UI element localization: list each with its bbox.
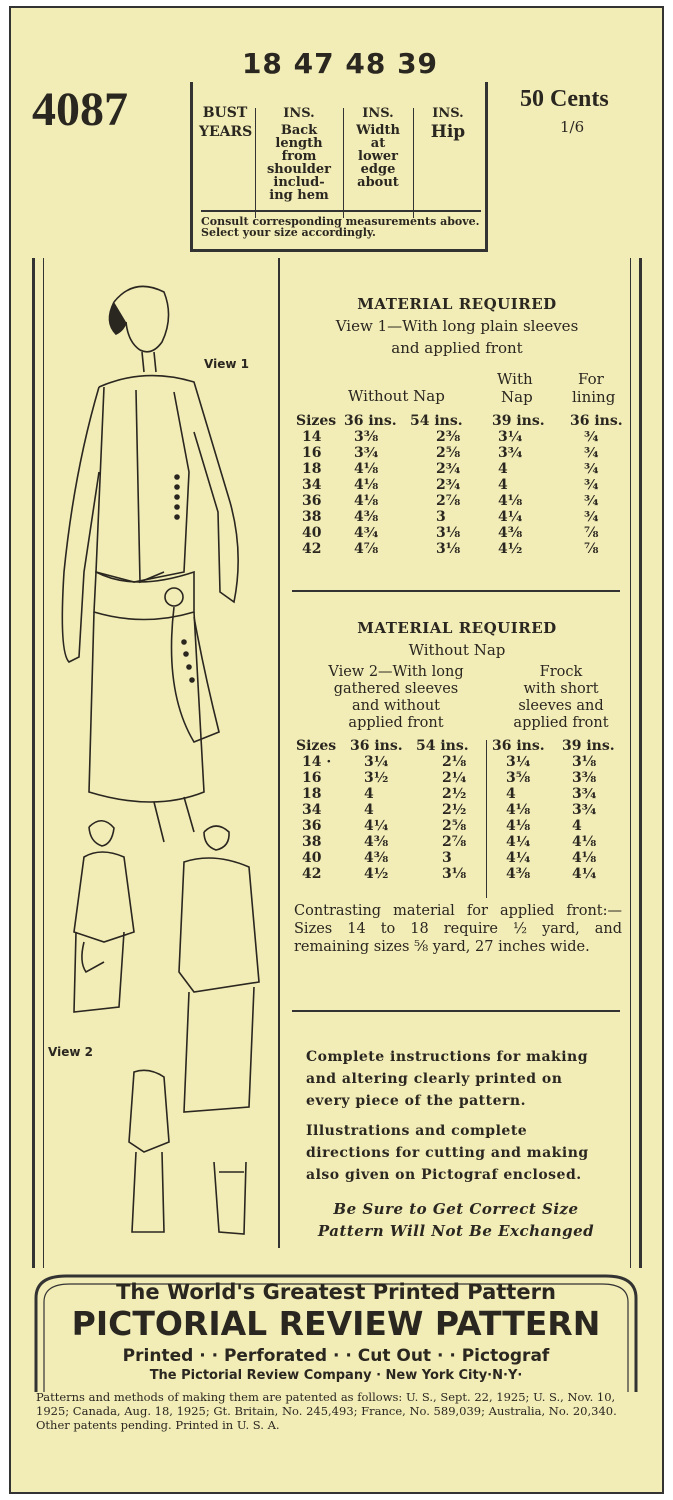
banner-brand: PICTORIAL REVIEW PATTERN <box>71 1304 601 1343</box>
banner-features: Printed · · Perforated · · Cut Out · · Pictograf <box>122 1346 550 1366</box>
view2-head-icon <box>89 821 114 846</box>
banner-company: The Pictorial Review Company · New York City·N·Y· <box>149 1368 523 1383</box>
banner-tagline: The World's Greatest Printed Pattern <box>116 1280 556 1304</box>
material1-subtitle-line1: View 1—With long plain sleeves <box>335 317 579 335</box>
material2-subtitle: Without Nap <box>408 641 506 659</box>
measure-col-hip: INS. Hip <box>430 106 466 142</box>
table-row: 18 4 2½ 4 3¾ <box>302 786 597 802</box>
column-divider <box>278 258 280 1248</box>
table-row: 34 4⅛ 2¾ 4 ¾ <box>302 477 599 493</box>
table-row: 16 3½ 2¼ 3⅝ 3⅜ <box>302 770 597 786</box>
table-row: 18 4⅛ 2¾ 4 ¾ <box>302 461 599 477</box>
table-row: 16 3¾ 2⅝ 3¾ ¾ <box>302 445 599 461</box>
exchange-note-1: Be Sure to Get Correct Size <box>333 1200 579 1218</box>
measure-col-back-length: INS. Back length from shoulder includ-ing hem <box>266 106 332 203</box>
table-row: 38 4⅜ 3 4¼ ¾ <box>302 509 599 525</box>
pattern-number: 4087 <box>32 83 128 136</box>
size-values: 18 47 48 39 <box>241 47 439 80</box>
consult-note: Consult corresponding measurements above. Select your size accordingly. <box>201 210 481 238</box>
table-row: 40 4⅜ 3 4¼ 4⅛ <box>302 850 597 866</box>
section-divider <box>292 1010 620 1012</box>
price-alt: 1/6 <box>560 118 585 136</box>
material1-head-lining-1: For <box>578 370 604 388</box>
table-row: 40 4¾ 3⅛ 4⅜ ⅞ <box>302 525 599 541</box>
exchange-note-2: Pattern Will Not Be Exchanged <box>317 1222 595 1240</box>
section-divider <box>292 590 620 592</box>
table-row: 14 3⅜ 2⅜ 3¼ ¾ <box>302 429 599 445</box>
instructions-2: Illustrations and complete directions for cutting and making also given on Pictograf enclosed. <box>306 1123 589 1183</box>
material2-note: Contrasting material for applied front:—Sizes 14 to 18 require ½ yard, and remaining sizes ⅝ yard, 27 inches wide. <box>294 903 622 955</box>
material1-head-lining-2: lining <box>572 388 616 406</box>
view1-label: View 1 <box>204 357 249 371</box>
material1-table <box>296 413 626 557</box>
measure-col-width: INS. Width at lower edge about <box>356 106 400 190</box>
instructions-1: Complete instructions for making and altering clearly printed on every piece of the pattern. <box>306 1049 589 1109</box>
material1-unit-row: Sizes 36 ins. 54 ins. 39 ins. 36 ins. <box>296 413 623 429</box>
measurement-table <box>190 82 488 252</box>
table-row: 42 4⅞ 3⅛ 4½ ⅞ <box>302 541 599 557</box>
material1-title: MATERIAL REQUIRED <box>357 295 557 313</box>
table-row: 36 4⅛ 2⅞ 4⅛ ¾ <box>302 493 599 509</box>
material1-subtitle-line2: and applied front <box>391 339 523 357</box>
brand-banner <box>26 1268 646 1396</box>
table-row: 42 4½ 3⅛ 4⅜ 4¼ <box>302 866 597 882</box>
material1-head-with-nap-2: Nap <box>501 388 533 406</box>
material2-left-head: View 2—With long gathered sleeves and without applied front <box>328 664 464 731</box>
table-row: 14 · 3¼ 2⅛ 3¼ 3⅛ <box>302 754 597 770</box>
material2-title: MATERIAL REQUIRED <box>357 619 557 637</box>
price: 50 Cents <box>520 86 609 112</box>
dress-illustration <box>44 272 276 1262</box>
patents-note: Patterns and methods of making them are patented as follows: U. S., Sept. 22, 1925; U. S., Nov. 10, 1925; Canada, Aug. 18, 1925; Gt. Britain, No. 245,493; France, No. 589,039; Australia, No. 20,340. Other patents pending. Printed in U. S. A. <box>36 1390 617 1432</box>
view2-label: View 2 <box>48 1045 93 1059</box>
table-row: 36 4¼ 2⅝ 4⅛ 4 <box>302 818 582 834</box>
material1-head-without-nap: Without Nap <box>348 387 445 405</box>
measure-col-bust: BUST YEARS <box>199 105 253 140</box>
material1-head-with-nap-1: With <box>497 370 533 388</box>
table-row: 34 4 2½ 4⅛ 3¾ <box>302 802 597 818</box>
material2-right-head: Frock with short sleeves and applied front <box>513 664 609 731</box>
material2-table <box>296 738 626 882</box>
table-row: 38 4⅜ 2⅞ 4¼ 4⅛ <box>302 834 597 850</box>
material2-unit-row: Sizes 36 ins. 54 ins. 36 ins. 39 ins. <box>296 738 615 754</box>
